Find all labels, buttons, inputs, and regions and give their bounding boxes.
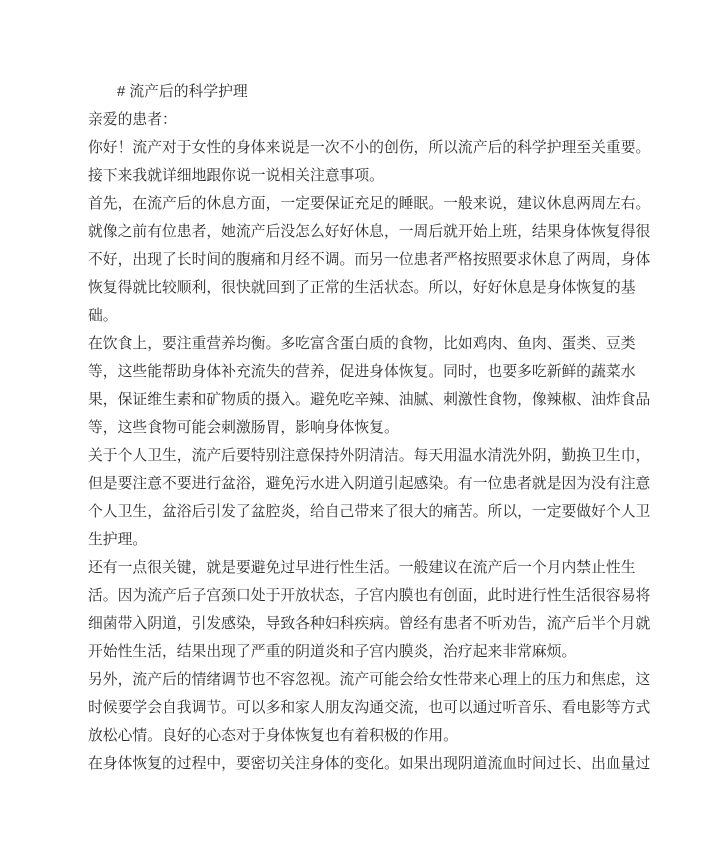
paragraph-recovery-monitoring: 在身体恢复的过程中，要密切关注身体的变化。如果出现阴道流血时间过长、出血量过 — [88, 756, 651, 772]
paragraph-intro: 你好！流产对于女性的身体来说是一次不小的创伤，所以流产后的科学护理至关重要。接下来我就详细地跟你说一说相关注意事项。 — [88, 140, 651, 184]
paragraph-diet-advice: 在饮食上，要注重营养均衡。多吃富含蛋白质的食物，比如鸡肉、鱼肉、蛋类、豆类等，这些能帮助身体补充流失的营养，促进身体恢复。同时，也要多吃新鲜的蔬菜水果，保证维生素和矿物质的摄入。避免吃辛辣、油腻、刺激性食物，像辣椒、油炸食品等，这些食物可能会刺激肠胃，影响身体恢复。 — [88, 336, 651, 436]
paragraph-emotional-advice: 另外，流产后的情绪调节也不容忽视。流产可能会给女性带来心理上的压力和焦虑，这时候要学会自我调节。可以多和家人朋友沟通交流，也可以通过听音乐、看电影等方式放松心情。良好的心态对于身体恢复也有着积极的作用。 — [88, 672, 651, 744]
paragraph-abstinence-advice: 还有一点很关键，就是要避免过早进行性生活。一般建议在流产后一个月内禁止性生活。因为流产后子宫颈口处于开放状态，子宫内膜也有创面，此时进行性生活很容易将细菌带入阴道，引发感染，导致各种妇科疾病。曾经有患者不听劝告，流产后半个月就开始性生活，结果出现了严重的阴道炎和子宫内膜炎，治疗起来非常麻烦。 — [88, 560, 651, 660]
paragraph-rest-advice: 首先，在流产后的休息方面，一定要保证充足的睡眠。一般来说，建议休息两周左右。就像之前有位患者，她流产后没怎么好好休息，一周后就开始上班，结果身体恢复得很不好，出现了长时间的腹痛和月经不调。而另一位患者严格按照要求休息了两周，身体恢复得就比较顺利，很快就回到了正常的生活状态。所以，好好休息是身体恢复的基础。 — [88, 196, 651, 324]
salutation-line: 亲爱的患者： — [88, 112, 177, 128]
document-page — [88, 78, 660, 778]
document-heading: # 流产后的科学护理 — [117, 84, 248, 100]
paragraph-hygiene-advice: 关于个人卫生，流产后要特别注意保持外阴清洁。每天用温水清洗外阴，勤换卫生巾，但是要注意不要进行盆浴，避免污水进入阴道引起感染。有一位患者就是因为没有注意个人卫生，盆浴后引发了盆腔炎，给自己带来了很大的痛苦。所以，一定要做好个人卫生护理。 — [88, 448, 651, 548]
